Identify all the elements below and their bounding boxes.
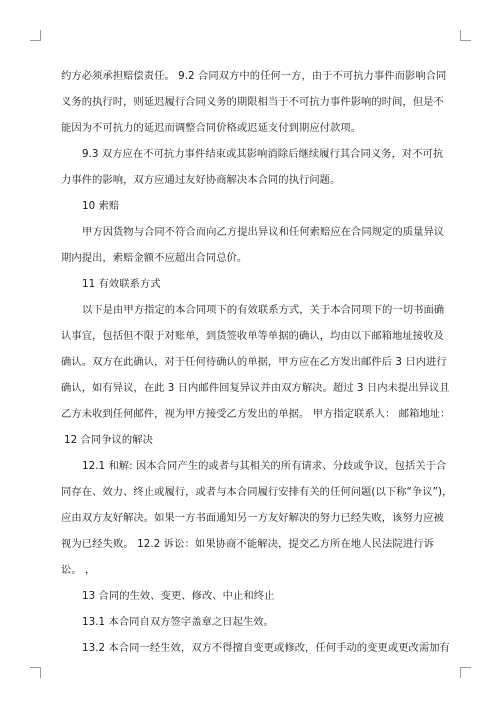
section-heading: 12 合同争议的解决 [64,434,153,446]
text-line: 期内提出，索赔金额不应超出合同总价。 [61,252,248,264]
text-line: 13.1 本合同自双方签字盖章之日起生效。 [82,616,274,628]
text-line: 12.1 和解: 因本合同产生的或者与其相关的所有请求、分歧或争议，包括关于合 [82,460,447,472]
crop-mark-top-right [460,30,471,41]
text-line: 认事宜，包括但不限于对账单，到货签收单等单据的确认，均由以下邮箱地址接收及 [61,330,444,342]
text-line: 13.2 本合同一经生效，双方不得擅自变更或修改，任何手动的变更或更改需加有 [82,642,450,654]
text-line: 应由双方友好解决。如果一方书面通知另一方友好解决的努力已经失败，该努力应被 [61,512,444,524]
text-line: 讼。 ， [61,564,96,576]
text-line: 同存在、效力、终止或履行，或者与本合同履行安排有关的任何问题(以下称“争议”)， [61,486,453,498]
crop-mark-bottom-right [460,667,471,678]
text-line: 确认，如有异议，在此 3 日内邮件回复异议并由双方解决。超过 3 日内未提出异议且 [61,382,450,394]
text-line: 乙方未收到任何邮件，视为甲方接受乙方发出的单据。 甲方指定联系人： 邮箱地址： [61,408,451,420]
text-line: 确认。双方在此确认，对于任何待确认的单据，甲方应在乙方发出邮件后 3 日内进行 [61,356,447,368]
section-heading: 13 合同的生效、变更、修改、中止和终止 [82,590,275,602]
crop-mark-bottom-left [30,667,41,678]
text-line: 视为已经失败。 12.2 诉讼：如果协商不能解决，提交乙方所在地人民法院进行诉 [61,538,434,550]
text-line: 9.3 双方应在不可抗力事件结束或其影响消除后继续履行其合同义务，对不可抗 [82,148,444,160]
section-heading: 10 索赔 [82,200,120,212]
text-line: 约方必须承担赔偿责任。 9.2 合同双方中的任何一方，由于不可抗力事件而影响合同 [61,70,447,82]
text-line: 甲方因货物与合同不符合而向乙方提出异议和任何索赔应在合同规定的质量异议 [82,226,445,238]
crop-mark-top-left [30,30,41,41]
text-line: 力事件的影响，双方应通过友好协商解决本合同的执行问题。 [61,174,341,186]
text-line: 以下是由甲方指定的本合同项下的有效联系方式，关于本合同项下的一切书面确 [82,304,445,316]
text-line: 义务的执行时，则延迟履行合同义务的期限相当于不可抗力事件影响的时间，但是不 [61,96,444,108]
section-heading: 11 有效联系方式 [82,278,161,290]
text-line: 能因为不可抗力的延迟而调整合同价格或迟延支付到期应付款项。 [61,122,362,134]
